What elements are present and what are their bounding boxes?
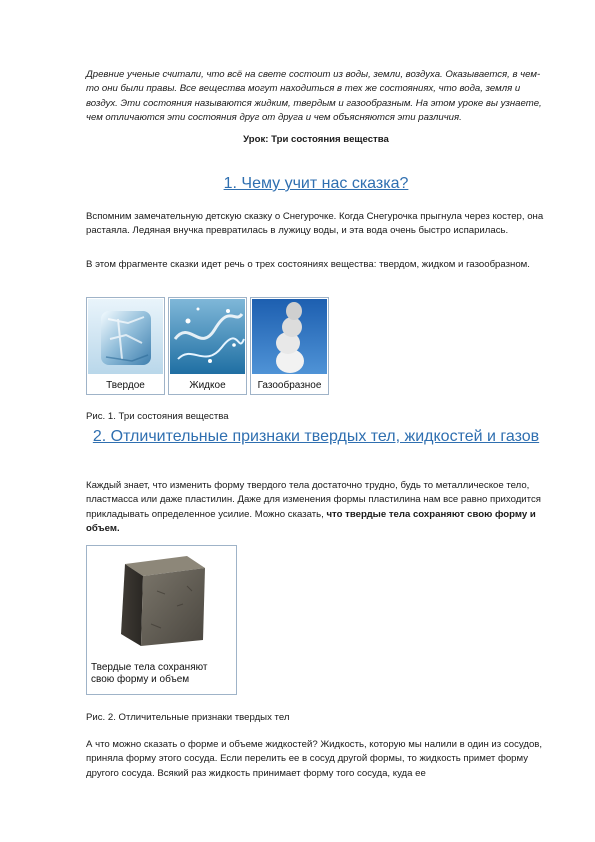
- para-text-start: Каждый знает, что изменить форму твердого тела достаточно трудно, будь то металлическое тело, пластмасса или даже пластилин. Даже для изменения формы пластилина нам все равно приходится прикладывать определенное усилие. Можно сказать,: [86, 480, 541, 520]
- liquid-tile: [168, 297, 247, 395]
- section-2-paragraph-1: [86, 479, 546, 537]
- solid-cube-figure: [86, 545, 237, 695]
- gas-tile: [250, 297, 329, 395]
- liquid-label: Жидкое: [189, 380, 226, 391]
- lesson-title: Урок: Три состояния вещества: [243, 134, 389, 145]
- water-splash-image: [170, 299, 245, 374]
- section-1-heading[interactable]: 1. Чему учит нас сказка?: [223, 175, 409, 192]
- figure-1-caption: Рис. 1. Три состояния вещества: [86, 411, 229, 422]
- ice-cube-image: [88, 299, 163, 374]
- cube-figure-label: Твердые тела сохраняют свою форму и объем: [91, 662, 208, 685]
- three-states-figure: [86, 297, 330, 395]
- stone-cube-image: [87, 546, 236, 656]
- para-bold-statement: что твердые тела сохраняют свою форму и объем: [86, 508, 536, 535]
- steam-cloud-image: [252, 299, 327, 374]
- section-1-paragraph-2: В этом фрагменте сказки идет речь о трех состояниях вещества: твердом, жидком и газообразном.: [86, 259, 530, 270]
- para-text-end: .: [116, 523, 120, 535]
- solid-label: Твердое: [106, 380, 145, 391]
- solid-tile: [86, 297, 165, 395]
- section-2-heading[interactable]: 2. Отличительные признаки твердых тел, жидкостей и газов: [92, 428, 540, 445]
- figure-2-caption: Рис. 2. Отличительные признаки твердых тел: [86, 712, 290, 723]
- section-1-paragraph-1: Вспомним замечательную детскую сказку о Снегурочке. Когда Снегурочка прыгнула через костер, она растаяла. Ледяная внучка превратилась в лужицу воды, и эта вода очень быстро испарилась.: [86, 211, 544, 237]
- intro-paragraph: Древние ученые считали, что всё на свете состоит из воды, земли, воздуха. Оказывается, в чем-то они были правы. Все вещества могут находиться в тех же состояниях, что вода, земля и воздух. Эти состояния называются жидким, твердым и газообразным. На этом уроке вы узнаете, чем отличаются эти состояния друг от друга и чем объясняются эти различия.: [86, 69, 542, 124]
- section-2-paragraph-2: А что можно сказать о форме и объеме жидкостей? Жидкость, которую мы налили в один из сосудов, приняла форму этого сосуда. Если перелить ее в сосуд другой формы, то жидкость примет форму другого сосуда. Всякий раз жидкость принимает форму того сосуда, куда ее: [86, 739, 543, 779]
- gas-label: Газообразное: [257, 380, 322, 391]
